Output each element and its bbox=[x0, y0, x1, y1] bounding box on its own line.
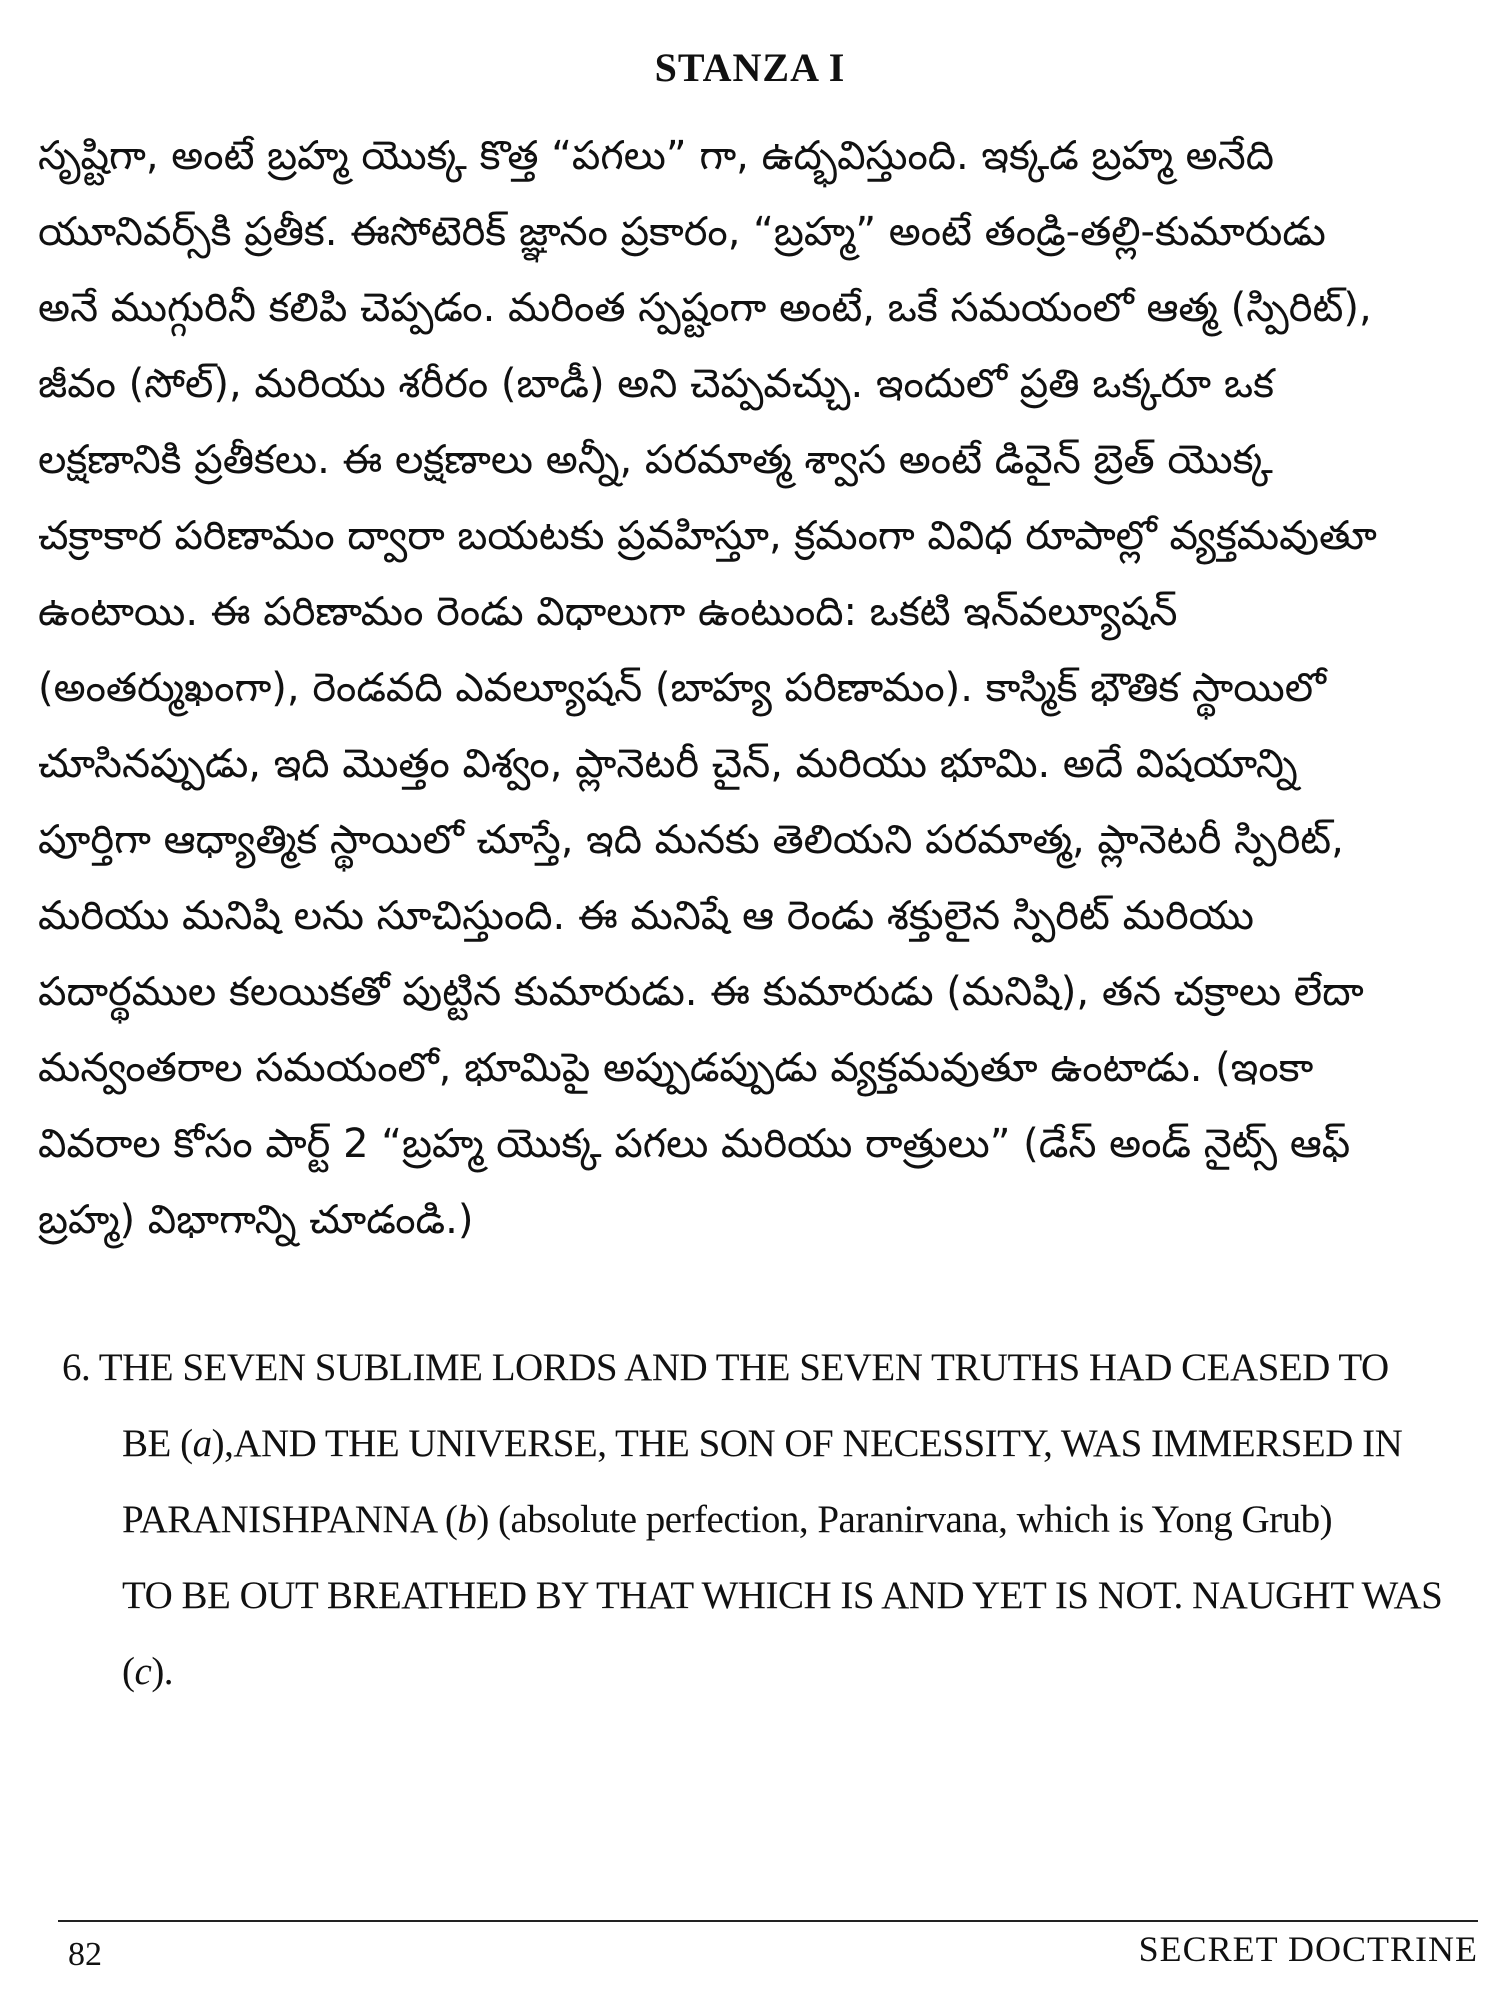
commentary-line: బ్రహ్మ) విభాగాన్ని చూడండి.) bbox=[38, 1197, 474, 1243]
stanza-text: PARANISHPANNA ( bbox=[122, 1498, 458, 1541]
commentary-line: జీవం (సోల్), మరియు శరీరం (బాడీ) అని చెప్పవచ్చు. ఇందులో ప్రతి ఒక్కరూ ఒక bbox=[38, 361, 1274, 407]
running-footer-title: SECRET DOCTRINE bbox=[1138, 1929, 1478, 1969]
stanza-line bbox=[62, 1482, 1482, 1558]
commentary-line: యూనివర్స్‌కి ప్రతీక. ఈసోటెరిక్ జ్ఞానం ప్రకారం, “బ్రహ్మ” అంటే తండ్రి-తల్లి-కుమారుడు bbox=[38, 209, 1326, 255]
page-heading: STANZA I bbox=[654, 45, 846, 90]
commentary-line: లక్షణానికి ప్రతీకలు. ఈ లక్షణాలు అన్నీ, పరమాత్మ శ్వాస అంటే డివైన్ బ్రెత్ యొక్క bbox=[38, 437, 1273, 483]
commentary-line: చూసినప్పుడు, ఇది మొత్తం విశ్వం, ప్లానెటరీ చైన్, మరియు భూమి. అదే విషయాన్ని bbox=[38, 741, 1298, 787]
stanza-line bbox=[62, 1634, 1482, 1710]
commentary-line: మన్వంతరాల సమయంలో, భూమిపై అప్పుడప్పుడు వ్యక్తమవుతూ ఉంటాడు. (ఇంకా bbox=[38, 1045, 1314, 1091]
stanza-line: TO BE OUT BREATHED BY THAT WHICH IS AND YET IS NOT. NAUGHT WAS bbox=[122, 1574, 1443, 1617]
note-marker-a: a bbox=[192, 1422, 212, 1465]
stanza-text: ),AND THE UNIVERSE, THE SON OF NECESSITY, WAS IMMERSED IN bbox=[211, 1422, 1403, 1465]
stanza-text: ( bbox=[122, 1650, 135, 1693]
note-marker-c: c bbox=[134, 1650, 152, 1693]
stanza-line: 6. THE SEVEN SUBLIME LORDS AND THE SEVEN TRUTHS HAD CEASED TO bbox=[62, 1346, 1389, 1389]
commentary-line: అనే ముగ్గురినీ కలిపి చెప్పడం. మరింత స్పష్టంగా అంటే, ఒకే సమయంలో ఆత్మ (స్పిరిట్), bbox=[38, 285, 1372, 331]
note-marker-b: b bbox=[457, 1498, 477, 1541]
commentary-line: పూర్తిగా ఆధ్యాత్మిక స్థాయిలో చూస్తే, ఇది మనకు తెలియని పరమాత్మ, ప్లానెటరీ స్పిరిట్, bbox=[38, 817, 1344, 863]
commentary-line: పదార్థముల కలయికతో పుట్టిన కుమారుడు. ఈ కుమారుడు (మనిషి), తన చక్రాలు లేదా bbox=[38, 969, 1364, 1015]
commentary-line: ఉంటాయి. ఈ పరిణామం రెండు విధాలుగా ఉంటుంది: ఒకటి ఇన్‌వల్యూషన్ bbox=[38, 589, 1178, 635]
stanza-text: BE ( bbox=[122, 1422, 193, 1465]
commentary-line: మరియు మనిషి లను సూచిస్తుంది. ఈ మనిషే ఆ రెండు శక్తులైన స్పిరిట్ మరియు bbox=[38, 893, 1254, 939]
commentary-line: వివరాల కోసం పార్ట్ 2 “బ్రహ్మ యొక్క పగలు మరియు రాత్రులు” (డేస్ అండ్ నైట్స్ ఆఫ్ bbox=[38, 1121, 1351, 1167]
stanza-text: ). bbox=[151, 1650, 174, 1693]
page-number: 82 bbox=[68, 1936, 102, 1973]
stanza-line bbox=[62, 1406, 1482, 1482]
commentary-line: సృష్టిగా, అంటే బ్రహ్మ యొక్క కొత్త “పగలు” గా, ఉద్భవిస్తుంది. ఇక్కడ బ్రహ్మ అనేది bbox=[38, 133, 1274, 179]
commentary-line: చక్రాకార పరిణామం ద్వారా బయటకు ప్రవహిస్తూ, క్రమంగా వివిధ రూపాల్లో వ్యక్తమవుతూ bbox=[38, 513, 1377, 559]
commentary-line: (అంతర్ముఖంగా), రెండవది ఎవల్యూషన్ (బాహ్య పరిణామం). కాస్మిక్ భౌతిక స్థాయిలో bbox=[38, 665, 1326, 711]
telugu-commentary-paragraph bbox=[38, 118, 1478, 1258]
stanza-verse-6 bbox=[62, 1330, 1482, 1710]
footer-rule bbox=[58, 1920, 1478, 1922]
stanza-text: ) (absolute perfection, Paranirvana, which is Yong Grub) bbox=[476, 1498, 1333, 1541]
